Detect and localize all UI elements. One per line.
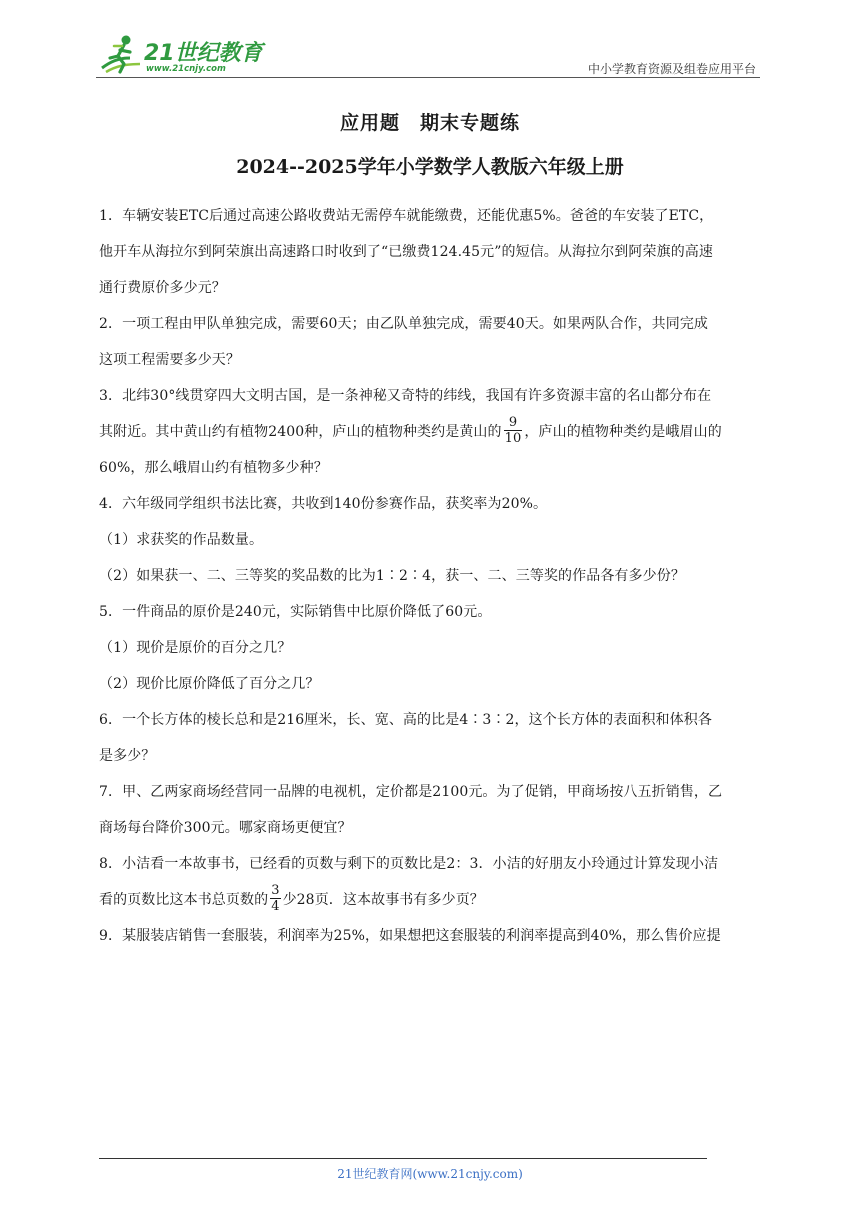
question-8-line-1: 8．小洁看一本故事书，已经看的页数与剩下的页数比是2：3．小洁的好朋友小玲通过计算发现小洁 (99, 856, 719, 872)
question-3-text-b: ，庐山的植物种类约是峨眉山的 (524, 424, 722, 440)
question-list (99, 198, 763, 954)
logo-url: www.21cnjy.com (146, 64, 226, 74)
fraction-nine-tenths (504, 415, 523, 446)
question-1-line-2: 他开车从海拉尔到阿荣旗出高速路口时收到了“已缴费124.45元”的短信。从海拉尔到阿荣旗的高速 (99, 244, 713, 260)
fraction-numerator: 3 (271, 882, 280, 898)
question-1-line-1: 1．车辆安装ETC后通过高速公路收费站无需停车就能缴费，还能优惠5%。爸爸的车安装了ETC， (99, 208, 714, 224)
question-7-line-1: 7．甲、乙两家商场经营同一品牌的电视机，定价都是2100元。为了促销，甲商场按八五折销售，乙 (99, 784, 723, 800)
question-8-text-a: 看的页数比这本书总页数的 (99, 892, 269, 908)
question-4-sub-1: （1）求获奖的作品数量。 (99, 532, 264, 548)
question-2-line-2: 这项工程需要多少天？ (99, 352, 240, 368)
runner-logo-icon (96, 32, 144, 76)
fraction-three-quarters (270, 883, 280, 914)
question-6-line-1: 6．一个长方体的棱长总和是216厘米，长、宽、高的比是4∶3∶2，这个长方体的表面积和体积各 (99, 712, 712, 728)
logo-text: 21世纪教育 (144, 41, 263, 66)
question-3-line-2 (99, 414, 763, 450)
fraction-denominator: 10 (504, 430, 522, 446)
header-divider (96, 77, 760, 78)
question-5-sub-1: （1）现价是原价的百分之几？ (99, 640, 292, 656)
platform-label: 中小学教育资源及组卷应用平台 (587, 62, 756, 76)
footer-divider (99, 1158, 707, 1159)
question-4-line-1: 4．六年级同学组织书法比赛，共收到140份参赛作品，获奖率为20%。 (99, 496, 548, 512)
question-3-line-1: 3．北纬30°线贯穿四大文明古国，是一条神秘又奇特的纬线，我国有许多资源丰富的名山都分布在 (99, 388, 712, 404)
question-3-text-a: 其附近。其中黄山约有植物2400种，庐山的植物种类约是黄山的 (99, 424, 502, 440)
page-title: 应用题 期末专题练 (339, 112, 520, 134)
page-subtitle: 2024--2025学年小学数学人教版六年级上册 (236, 156, 624, 178)
logo (96, 30, 266, 78)
question-7-line-2: 商场每台降价300元。哪家商场更便宜？ (99, 820, 352, 836)
question-8-line-2 (99, 882, 763, 918)
question-5-line-1: 5．一件商品的原价是240元，实际销售中比原价降低了60元。 (99, 604, 492, 620)
question-3-line-3: 60%，那么峨眉山约有植物多少种？ (99, 460, 328, 476)
question-4-sub-2: （2）如果获一、二、三等奖的奖品数的比为1∶2∶4，获一、二、三等奖的作品各有多少份？ (99, 568, 685, 584)
question-9-line-1: 9．某服装店销售一套服装，利润率为25%，如果想把这套服装的利润率提高到40%，那么售价应提 (99, 928, 721, 944)
footer-link[interactable]: 21世纪教育网(www.21cnjy.com) (337, 1167, 523, 1181)
question-2-line-1: 2．一项工程由甲队单独完成，需要60天；由乙队单独完成，需要40天。如果两队合作，共同完成 (99, 316, 709, 332)
question-8-text-b: 少28页．这本故事书有多少页？ (282, 892, 484, 908)
question-1-line-3: 通行费原价多少元？ (99, 280, 226, 296)
question-6-line-2: 是多少？ (99, 748, 156, 764)
question-5-sub-2: （2）现价比原价降低了百分之几？ (99, 676, 320, 692)
fraction-denominator: 4 (271, 898, 280, 914)
fraction-numerator: 9 (504, 415, 523, 431)
page-header (96, 30, 760, 80)
